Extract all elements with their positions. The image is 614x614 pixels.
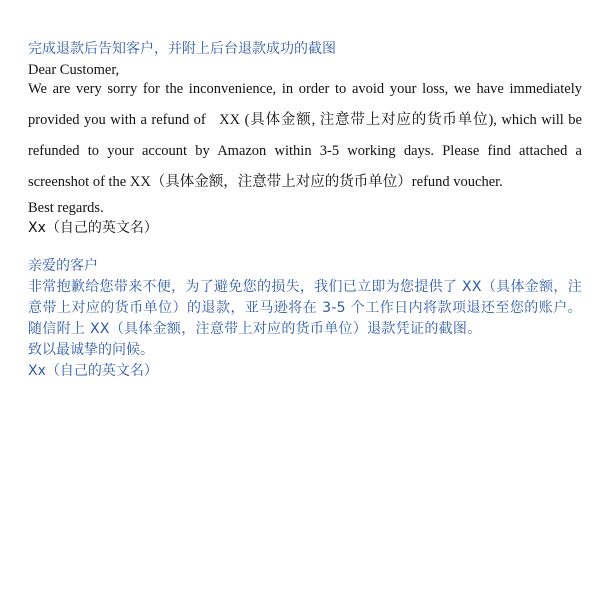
- instruction-heading: 完成退款后告知客户，并附上后台退款成功的截图: [28, 41, 336, 57]
- english-body: We are very sorry for the inconvenience, in order to avoid your loss, we have immediately provided you with a refund of XX (具体金额, 注意带上对应的货币单位), which will be refunded to your account by Amazon within 3-5 working days. Please find attached a screenshot of the XX（具体金额，注意带上对应的货币单位）refund voucher.: [28, 81, 582, 190]
- chinese-greeting: 亲爱的客户: [28, 258, 98, 274]
- english-greeting: Dear Customer,: [28, 62, 120, 78]
- chinese-closing: 致以最诚挚的问候。: [28, 342, 154, 358]
- english-signature: Xx（自己的英文名）: [28, 220, 158, 236]
- document-page: [28, 38, 582, 382]
- english-letter: [28, 60, 582, 238]
- chinese-signature: Xx（自己的英文名）: [28, 363, 158, 379]
- chinese-letter: [28, 256, 582, 382]
- chinese-body: 非常抱歉给您带来不便，为了避免您的损失，我们已立即为您提供了 XX（具体金额，注意带上对应的货币单位）的退款，亚马逊将在 3-5 个工作日内将款项退还至您的账户。随信附上 XX（具体金额，注意带上对应的货币单位）退款凭证的截图。: [28, 279, 582, 337]
- english-closing: Best regards.: [28, 200, 104, 216]
